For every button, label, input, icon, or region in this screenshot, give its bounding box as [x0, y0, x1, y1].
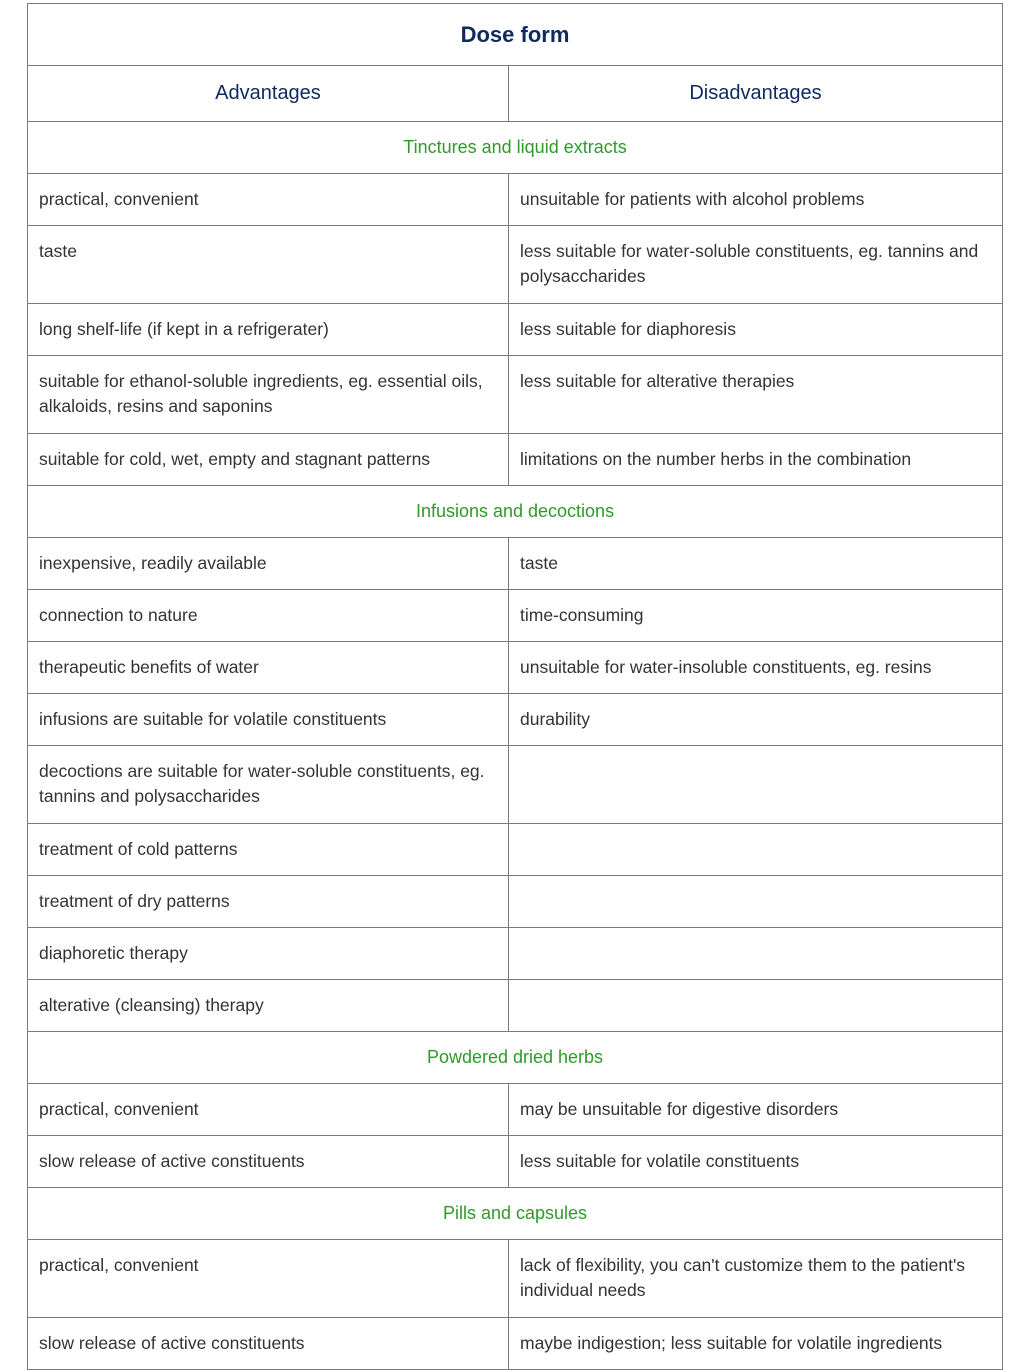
disadvantage-cell: less suitable for water-soluble constituents, eg. tannins and polysaccharides [509, 226, 1003, 304]
advantage-cell: suitable for ethanol-soluble ingredients, eg. essential oils, alkaloids, resins and saponins [28, 356, 509, 434]
disadvantage-cell: durability [509, 694, 1003, 746]
advantage-cell: treatment of dry patterns [28, 876, 509, 928]
advantage-cell: infusions are suitable for volatile constituents [28, 694, 509, 746]
disadvantage-cell: less suitable for alterative therapies [509, 356, 1003, 434]
table-row [28, 1084, 1003, 1136]
table-row [28, 590, 1003, 642]
section-row [28, 1188, 1003, 1240]
disadvantage-cell [509, 876, 1003, 928]
table-row [28, 356, 1003, 434]
table-row [28, 538, 1003, 590]
table-row [28, 1136, 1003, 1188]
disadvantage-cell: maybe indigestion; less suitable for volatile ingredients [509, 1318, 1003, 1370]
disadvantage-cell: limitations on the number herbs in the combination [509, 434, 1003, 486]
disadvantage-cell: may be unsuitable for digestive disorders [509, 1084, 1003, 1136]
section-heading: Infusions and decoctions [28, 486, 1003, 538]
table-row [28, 928, 1003, 980]
table-row [28, 226, 1003, 304]
section-row [28, 1032, 1003, 1084]
advantage-cell: taste [28, 226, 509, 304]
section-row [28, 486, 1003, 538]
advantage-cell: slow release of active constituents [28, 1136, 509, 1188]
table-row [28, 876, 1003, 928]
section-heading: Tinctures and liquid extracts [28, 122, 1003, 174]
table-row [28, 642, 1003, 694]
table-title: Dose form [28, 4, 1003, 66]
advantage-cell: practical, convenient [28, 1240, 509, 1318]
advantage-cell: connection to nature [28, 590, 509, 642]
advantage-cell: decoctions are suitable for water-soluble constituents, eg. tannins and polysaccharides [28, 746, 509, 824]
advantage-cell: slow release of active constituents [28, 1318, 509, 1370]
advantage-cell: practical, convenient [28, 174, 509, 226]
disadvantage-cell: unsuitable for patients with alcohol problems [509, 174, 1003, 226]
header-advantages: Advantages [28, 66, 509, 122]
disadvantage-cell: lack of flexibility, you can't customize them to the patient's individual needs [509, 1240, 1003, 1318]
table-row [28, 1240, 1003, 1318]
disadvantage-cell [509, 980, 1003, 1032]
section-heading: Pills and capsules [28, 1188, 1003, 1240]
advantage-cell: suitable for cold, wet, empty and stagnant patterns [28, 434, 509, 486]
advantage-cell: alterative (cleansing) therapy [28, 980, 509, 1032]
section-row [28, 122, 1003, 174]
advantage-cell: long shelf-life (if kept in a refrigerater) [28, 304, 509, 356]
table-row [28, 980, 1003, 1032]
disadvantage-cell [509, 824, 1003, 876]
table-row [28, 434, 1003, 486]
disadvantage-cell: less suitable for diaphoresis [509, 304, 1003, 356]
advantage-cell: diaphoretic therapy [28, 928, 509, 980]
disadvantage-cell: unsuitable for water-insoluble constituents, eg. resins [509, 642, 1003, 694]
disadvantage-cell: taste [509, 538, 1003, 590]
table-row [28, 824, 1003, 876]
advantage-cell: practical, convenient [28, 1084, 509, 1136]
disadvantage-cell: time-consuming [509, 590, 1003, 642]
advantage-cell: therapeutic benefits of water [28, 642, 509, 694]
table-row [28, 746, 1003, 824]
table-row [28, 174, 1003, 226]
section-heading: Powdered dried herbs [28, 1032, 1003, 1084]
table-row [28, 304, 1003, 356]
disadvantage-cell [509, 928, 1003, 980]
advantage-cell: treatment of cold patterns [28, 824, 509, 876]
disadvantage-cell: less suitable for volatile constituents [509, 1136, 1003, 1188]
table-row [28, 1318, 1003, 1370]
dose-form-table [27, 3, 1003, 1370]
disadvantage-cell [509, 746, 1003, 824]
table-row [28, 694, 1003, 746]
header-disadvantages: Disadvantages [509, 66, 1003, 122]
advantage-cell: inexpensive, readily available [28, 538, 509, 590]
